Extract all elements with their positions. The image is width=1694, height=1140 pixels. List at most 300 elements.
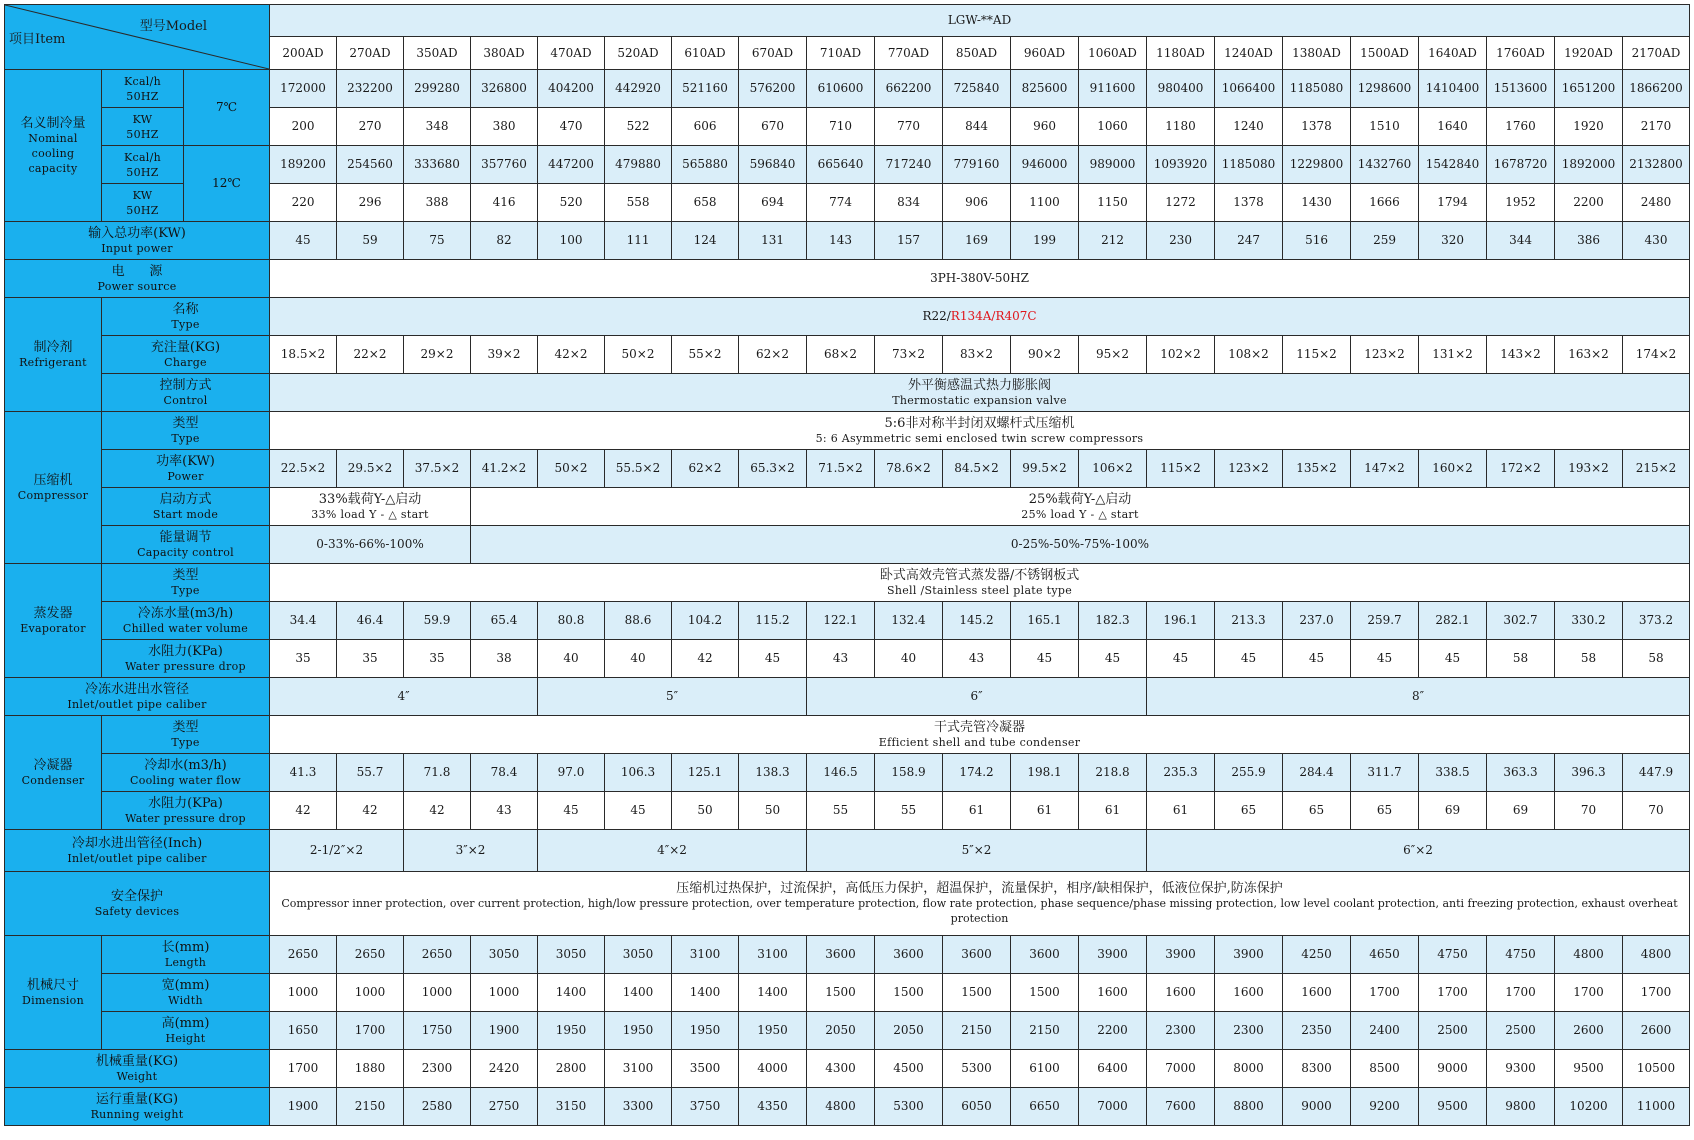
value-cell: 125.1 — [672, 754, 739, 792]
model-header-cell: 1380AD — [1283, 37, 1351, 70]
value-cell: 38 — [471, 640, 538, 678]
value-cell: 1000 — [270, 974, 337, 1012]
value-cell: 1066400 — [1215, 70, 1283, 108]
value-cell: 522 — [605, 108, 672, 146]
value-cell: 4750 — [1419, 936, 1487, 974]
temp-7: 7℃ — [184, 70, 270, 146]
model-header-cell: 850AD — [943, 37, 1011, 70]
chilled-pipe-label: 冷冻水进出水管径 Inlet/outlet pipe caliber — [5, 678, 270, 716]
value-cell: 42 — [404, 792, 471, 830]
value-cell: 35 — [270, 640, 337, 678]
compressor-type-value: 5:6非对称半封闭双螺杆式压缩机 5: 6 Asymmetric semi enclosed twin screw compressors — [270, 412, 1690, 450]
value-cell: 1400 — [538, 974, 605, 1012]
value-cell: 45 — [1283, 640, 1351, 678]
value-cell: 717240 — [875, 146, 943, 184]
value-cell: 344 — [1487, 222, 1555, 260]
value-cell: 1700 — [337, 1012, 404, 1050]
value-cell: 2200 — [1555, 184, 1623, 222]
value-cell: 520 — [538, 184, 605, 222]
safety-label: 安全保护 Safety devices — [5, 872, 270, 936]
power-source-value: 3PH-380V-50HZ — [270, 260, 1690, 298]
condenser-type-value: 干式壳管冷凝器 Efficient shell and tube condenser — [270, 716, 1690, 754]
model-header-cell: 1240AD — [1215, 37, 1283, 70]
value-cell: 143 — [807, 222, 875, 260]
value-cell: 333680 — [404, 146, 471, 184]
value-cell: 55 — [807, 792, 875, 830]
value-cell: 42 — [672, 640, 739, 678]
value-cell: 163×2 — [1555, 336, 1623, 374]
value-cell: 9200 — [1351, 1088, 1419, 1126]
cooling-row-kcal-7 — [5, 70, 1690, 108]
value-cell: 58 — [1623, 640, 1690, 678]
value-cell: 115×2 — [1283, 336, 1351, 374]
value-cell: 3050 — [538, 936, 605, 974]
value-cell: 71.5×2 — [807, 450, 875, 488]
dimension-length-row — [5, 936, 1690, 974]
value-cell: 2800 — [538, 1050, 605, 1088]
value-cell: 1920 — [1555, 108, 1623, 146]
value-cell: 199 — [1011, 222, 1079, 260]
value-cell: 254560 — [337, 146, 404, 184]
model-header-cell: 350AD — [404, 37, 471, 70]
value-cell: 232200 — [337, 70, 404, 108]
model-header-cell: 520AD — [605, 37, 672, 70]
compressor-start-label: 启动方式 Start mode — [102, 488, 270, 526]
model-header-cell: 610AD — [672, 37, 739, 70]
value-cell: 3100 — [672, 936, 739, 974]
compressor-label: 压缩机 Compressor — [5, 412, 102, 564]
chilled-pipe-row — [5, 678, 1690, 716]
value-cell: 143×2 — [1487, 336, 1555, 374]
value-cell: 1240 — [1215, 108, 1283, 146]
value-cell: 662200 — [875, 70, 943, 108]
value-cell: 5300 — [875, 1088, 943, 1126]
chilled-pipe-b: 5″ — [538, 678, 807, 716]
value-cell: 8800 — [1215, 1088, 1283, 1126]
value-cell: 124 — [672, 222, 739, 260]
value-cell: 138.3 — [739, 754, 807, 792]
compressor-capacity-label: 能量调节 Capacity control — [102, 526, 270, 564]
header-row-series — [5, 5, 1690, 37]
compressor-capacity-row — [5, 526, 1690, 564]
value-cell: 388 — [404, 184, 471, 222]
value-cell: 174.2 — [943, 754, 1011, 792]
value-cell: 65 — [1351, 792, 1419, 830]
value-cell: 29×2 — [404, 336, 471, 374]
value-cell: 1432760 — [1351, 146, 1419, 184]
value-cell: 100 — [538, 222, 605, 260]
value-cell: 61 — [1079, 792, 1147, 830]
model-label: 型号Model — [139, 19, 208, 34]
value-cell: 1180 — [1147, 108, 1215, 146]
value-cell: 122.1 — [807, 602, 875, 640]
value-cell: 131×2 — [1419, 336, 1487, 374]
value-cell: 3500 — [672, 1050, 739, 1088]
value-cell: 18.5×2 — [270, 336, 337, 374]
value-cell: 2170 — [1623, 108, 1690, 146]
value-cell: 1950 — [739, 1012, 807, 1050]
value-cell: 40 — [538, 640, 605, 678]
value-cell: 65.3×2 — [739, 450, 807, 488]
dimension-height-row — [5, 1012, 1690, 1050]
value-cell: 55.7 — [337, 754, 404, 792]
value-cell: 1950 — [538, 1012, 605, 1050]
value-cell: 42 — [337, 792, 404, 830]
value-cell: 1600 — [1215, 974, 1283, 1012]
cooling-pipe-row — [5, 830, 1690, 872]
value-cell: 442920 — [605, 70, 672, 108]
value-cell: 1000 — [337, 974, 404, 1012]
value-cell: 45 — [739, 640, 807, 678]
compressor-start-row — [5, 488, 1690, 526]
value-cell: 59.9 — [404, 602, 471, 640]
refrigerant-control-value: 外平衡感温式热力膨胀阀 Thermostatic expansion valve — [270, 374, 1690, 412]
value-cell: 82 — [471, 222, 538, 260]
refrigerant-control-row — [5, 374, 1690, 412]
value-cell: 50 — [739, 792, 807, 830]
value-cell: 65 — [1215, 792, 1283, 830]
value-cell: 35 — [337, 640, 404, 678]
value-cell: 911600 — [1079, 70, 1147, 108]
weight-row — [5, 1050, 1690, 1088]
value-cell: 3600 — [943, 936, 1011, 974]
dimension-length-label: 长(mm) Length — [102, 936, 270, 974]
value-cell: 2050 — [875, 1012, 943, 1050]
model-header-cell: 200AD — [270, 37, 337, 70]
cooling-pipe-c: 4″×2 — [538, 830, 807, 872]
model-header-cell: 470AD — [538, 37, 605, 70]
value-cell: 284.4 — [1283, 754, 1351, 792]
value-cell: 61 — [943, 792, 1011, 830]
value-cell: 596840 — [739, 146, 807, 184]
value-cell: 45 — [1419, 640, 1487, 678]
refrigerant-type-row — [5, 298, 1690, 336]
value-cell: 8000 — [1215, 1050, 1283, 1088]
value-cell: 1272 — [1147, 184, 1215, 222]
model-header-cell: 1920AD — [1555, 37, 1623, 70]
value-cell: 41.2×2 — [471, 450, 538, 488]
evaporator-type-label: 类型 Type — [102, 564, 270, 602]
cooling-pipe-label: 冷却水进出管径(Inch) Inlet/outlet pipe caliber — [5, 830, 270, 872]
value-cell: 111 — [605, 222, 672, 260]
value-cell: 2480 — [1623, 184, 1690, 222]
value-cell: 68×2 — [807, 336, 875, 374]
value-cell: 3600 — [1011, 936, 1079, 974]
value-cell: 8300 — [1283, 1050, 1351, 1088]
input-power-row — [5, 222, 1690, 260]
value-cell: 189200 — [270, 146, 337, 184]
value-cell: 43 — [807, 640, 875, 678]
value-cell: 50 — [672, 792, 739, 830]
value-cell: 2500 — [1487, 1012, 1555, 1050]
value-cell: 1378 — [1283, 108, 1351, 146]
value-cell: 4800 — [1623, 936, 1690, 974]
value-cell: 770 — [875, 108, 943, 146]
value-cell: 235.3 — [1147, 754, 1215, 792]
evaporator-flow-label: 冷冻水量(m3/h) Chilled water volume — [102, 602, 270, 640]
model-header-cell: 1060AD — [1079, 37, 1147, 70]
value-cell: 4650 — [1351, 936, 1419, 974]
condenser-label: 冷凝器 Condenser — [5, 716, 102, 830]
value-cell: 302.7 — [1487, 602, 1555, 640]
value-cell: 158.9 — [875, 754, 943, 792]
value-cell: 363.3 — [1487, 754, 1555, 792]
value-cell: 2400 — [1351, 1012, 1419, 1050]
value-cell: 2050 — [807, 1012, 875, 1050]
value-cell: 1500 — [943, 974, 1011, 1012]
value-cell: 55.5×2 — [605, 450, 672, 488]
value-cell: 157 — [875, 222, 943, 260]
value-cell: 311.7 — [1351, 754, 1419, 792]
power-source-label: 电 源 Power source — [5, 260, 270, 298]
value-cell: 95×2 — [1079, 336, 1147, 374]
value-cell: 46.4 — [337, 602, 404, 640]
value-cell: 61 — [1011, 792, 1079, 830]
value-cell: 1185080 — [1215, 146, 1283, 184]
value-cell: 338.5 — [1419, 754, 1487, 792]
model-header-cell: 960AD — [1011, 37, 1079, 70]
value-cell: 62×2 — [672, 450, 739, 488]
input-power-label: 输入总功率(KW) Input power — [5, 222, 270, 260]
model-header-cell: 2170AD — [1623, 37, 1690, 70]
running-weight-label: 运行重量(KG) Running weight — [5, 1088, 270, 1126]
value-cell: 4250 — [1283, 936, 1351, 974]
value-cell: 259.7 — [1351, 602, 1419, 640]
value-cell: 1640 — [1419, 108, 1487, 146]
value-cell: 213.3 — [1215, 602, 1283, 640]
value-cell: 4500 — [875, 1050, 943, 1088]
value-cell: 3100 — [605, 1050, 672, 1088]
value-cell: 5300 — [943, 1050, 1011, 1088]
weight-label: 机械重量(KG) Weight — [5, 1050, 270, 1088]
value-cell: 43 — [471, 792, 538, 830]
value-cell: 404200 — [538, 70, 605, 108]
value-cell: 259 — [1351, 222, 1419, 260]
model-header-cell: 1760AD — [1487, 37, 1555, 70]
value-cell: 131 — [739, 222, 807, 260]
value-cell: 50×2 — [538, 450, 605, 488]
series-title: LGW-**AD — [270, 5, 1690, 37]
value-cell: 71.8 — [404, 754, 471, 792]
value-cell: 2650 — [270, 936, 337, 974]
value-cell: 70 — [1555, 792, 1623, 830]
value-cell: 146.5 — [807, 754, 875, 792]
value-cell: 2150 — [337, 1088, 404, 1126]
value-cell: 75 — [404, 222, 471, 260]
value-cell: 45 — [1079, 640, 1147, 678]
refrigerant-charge-label: 充注量(KG) Charge — [102, 336, 270, 374]
value-cell: 3050 — [471, 936, 538, 974]
value-cell: 989000 — [1079, 146, 1147, 184]
compressor-type-row — [5, 412, 1690, 450]
value-cell: 78.4 — [471, 754, 538, 792]
value-cell: 45 — [605, 792, 672, 830]
dimension-label: 机械尺寸 Dimension — [5, 936, 102, 1050]
value-cell: 2300 — [404, 1050, 471, 1088]
value-cell: 1500 — [875, 974, 943, 1012]
value-cell: 1666 — [1351, 184, 1419, 222]
value-cell: 42×2 — [538, 336, 605, 374]
unit-kw-12: KW 50HZ — [102, 184, 184, 222]
power-source-row — [5, 260, 1690, 298]
corner-header — [5, 5, 270, 70]
value-cell: 174×2 — [1623, 336, 1690, 374]
compressor-type-label: 类型 Type — [102, 412, 270, 450]
value-cell: 135×2 — [1283, 450, 1351, 488]
value-cell: 78.6×2 — [875, 450, 943, 488]
cooling-pipe-d: 5″×2 — [807, 830, 1147, 872]
value-cell: 665640 — [807, 146, 875, 184]
value-cell: 658 — [672, 184, 739, 222]
value-cell: 3900 — [1079, 936, 1147, 974]
refrigerant-control-label: 控制方式 Control — [102, 374, 270, 412]
condenser-drop-row — [5, 792, 1690, 830]
value-cell: 1794 — [1419, 184, 1487, 222]
value-cell: 1651200 — [1555, 70, 1623, 108]
value-cell: 115×2 — [1147, 450, 1215, 488]
value-cell: 45 — [1011, 640, 1079, 678]
evaporator-drop-row — [5, 640, 1690, 678]
running-weight-row — [5, 1088, 1690, 1126]
value-cell: 380 — [471, 108, 538, 146]
value-cell: 774 — [807, 184, 875, 222]
value-cell: 2300 — [1147, 1012, 1215, 1050]
value-cell: 165.1 — [1011, 602, 1079, 640]
value-cell: 8500 — [1351, 1050, 1419, 1088]
value-cell: 247 — [1215, 222, 1283, 260]
value-cell: 4300 — [807, 1050, 875, 1088]
value-cell: 255.9 — [1215, 754, 1283, 792]
value-cell: 45 — [1147, 640, 1215, 678]
value-cell: 470 — [538, 108, 605, 146]
value-cell: 1400 — [672, 974, 739, 1012]
value-cell: 237.0 — [1283, 602, 1351, 640]
value-cell: 1750 — [404, 1012, 471, 1050]
compressor-capacity-b: 0-25%-50%-75%-100% — [471, 526, 1690, 564]
value-cell: 3750 — [672, 1088, 739, 1126]
value-cell: 1229800 — [1283, 146, 1351, 184]
value-cell: 3600 — [807, 936, 875, 974]
value-cell: 97.0 — [538, 754, 605, 792]
value-cell: 41.3 — [270, 754, 337, 792]
value-cell: 670 — [739, 108, 807, 146]
value-cell: 320 — [1419, 222, 1487, 260]
value-cell: 2150 — [1011, 1012, 1079, 1050]
value-cell: 2600 — [1555, 1012, 1623, 1050]
value-cell: 606 — [672, 108, 739, 146]
value-cell: 172×2 — [1487, 450, 1555, 488]
chilled-pipe-a: 4″ — [270, 678, 538, 716]
value-cell: 220 — [270, 184, 337, 222]
value-cell: 172000 — [270, 70, 337, 108]
value-cell: 1678720 — [1487, 146, 1555, 184]
chilled-pipe-d: 8″ — [1147, 678, 1690, 716]
value-cell: 102×2 — [1147, 336, 1215, 374]
value-cell: 834 — [875, 184, 943, 222]
value-cell: 88.6 — [605, 602, 672, 640]
value-cell: 42 — [270, 792, 337, 830]
value-cell: 9000 — [1419, 1050, 1487, 1088]
refrigerant-type-value: R22/R134A/R407C — [270, 298, 1690, 336]
value-cell: 230 — [1147, 222, 1215, 260]
condenser-flow-row — [5, 754, 1690, 792]
value-cell: 1700 — [1351, 974, 1419, 1012]
cooling-label: 名义制冷量 Nominal cooling capacity — [5, 70, 102, 222]
compressor-power-row — [5, 450, 1690, 488]
value-cell: 7000 — [1079, 1088, 1147, 1126]
dimension-width-label: 宽(mm) Width — [102, 974, 270, 1012]
value-cell: 1093920 — [1147, 146, 1215, 184]
chilled-pipe-c: 6″ — [807, 678, 1147, 716]
value-cell: 1060 — [1079, 108, 1147, 146]
value-cell: 69 — [1419, 792, 1487, 830]
model-header-cell: 1500AD — [1351, 37, 1419, 70]
unit-kcal-7: Kcal/h 50HZ — [102, 70, 184, 108]
value-cell: 22×2 — [337, 336, 404, 374]
value-cell: 40 — [875, 640, 943, 678]
value-cell: 4800 — [807, 1088, 875, 1126]
model-header-cell: 710AD — [807, 37, 875, 70]
value-cell: 710 — [807, 108, 875, 146]
value-cell: 62×2 — [739, 336, 807, 374]
value-cell: 1952 — [1487, 184, 1555, 222]
value-cell: 2350 — [1283, 1012, 1351, 1050]
value-cell: 106×2 — [1079, 450, 1147, 488]
value-cell: 2150 — [943, 1012, 1011, 1050]
evaporator-type-value: 卧式高效壳管式蒸发器/不锈钢板式 Shell /Stainless steel plate type — [270, 564, 1690, 602]
value-cell: 1700 — [1555, 974, 1623, 1012]
value-cell: 1600 — [1147, 974, 1215, 1012]
value-cell: 104.2 — [672, 602, 739, 640]
value-cell: 45 — [538, 792, 605, 830]
value-cell: 132.4 — [875, 602, 943, 640]
value-cell: 147×2 — [1351, 450, 1419, 488]
value-cell: 35 — [404, 640, 471, 678]
value-cell: 2650 — [337, 936, 404, 974]
value-cell: 1760 — [1487, 108, 1555, 146]
value-cell: 479880 — [605, 146, 672, 184]
value-cell: 1650 — [270, 1012, 337, 1050]
condenser-type-label: 类型 Type — [102, 716, 270, 754]
value-cell: 1500 — [807, 974, 875, 1012]
value-cell: 1510 — [1351, 108, 1419, 146]
value-cell: 99.5×2 — [1011, 450, 1079, 488]
value-cell: 725840 — [943, 70, 1011, 108]
safety-value: 压缩机过热保护，过流保护，高低压力保护，超温保护，流量保护，相序/缺相保护，低液位保护,防冻保护 Compressor inner protection, over current protection, high/low pressure protection, over temperature protection, flow rate protection, phase sequence/phase missing protection, low level coolant protection, anti freezing protection, exhaust overheat protection — [270, 872, 1690, 936]
value-cell: 55×2 — [672, 336, 739, 374]
value-cell: 4800 — [1555, 936, 1623, 974]
value-cell: 844 — [943, 108, 1011, 146]
compressor-power-label: 功率(KW) Power — [102, 450, 270, 488]
value-cell: 58 — [1487, 640, 1555, 678]
value-cell: 447.9 — [1623, 754, 1690, 792]
value-cell: 521160 — [672, 70, 739, 108]
value-cell: 200 — [270, 108, 337, 146]
value-cell: 193×2 — [1555, 450, 1623, 488]
value-cell: 1000 — [471, 974, 538, 1012]
value-cell: 2750 — [471, 1088, 538, 1126]
value-cell: 45 — [1215, 640, 1283, 678]
value-cell: 447200 — [538, 146, 605, 184]
value-cell: 9800 — [1487, 1088, 1555, 1126]
value-cell: 2580 — [404, 1088, 471, 1126]
value-cell: 299280 — [404, 70, 471, 108]
unit-kw-7: KW 50HZ — [102, 108, 184, 146]
value-cell: 1400 — [739, 974, 807, 1012]
value-cell: 330.2 — [1555, 602, 1623, 640]
value-cell: 1900 — [471, 1012, 538, 1050]
value-cell: 2600 — [1623, 1012, 1690, 1050]
